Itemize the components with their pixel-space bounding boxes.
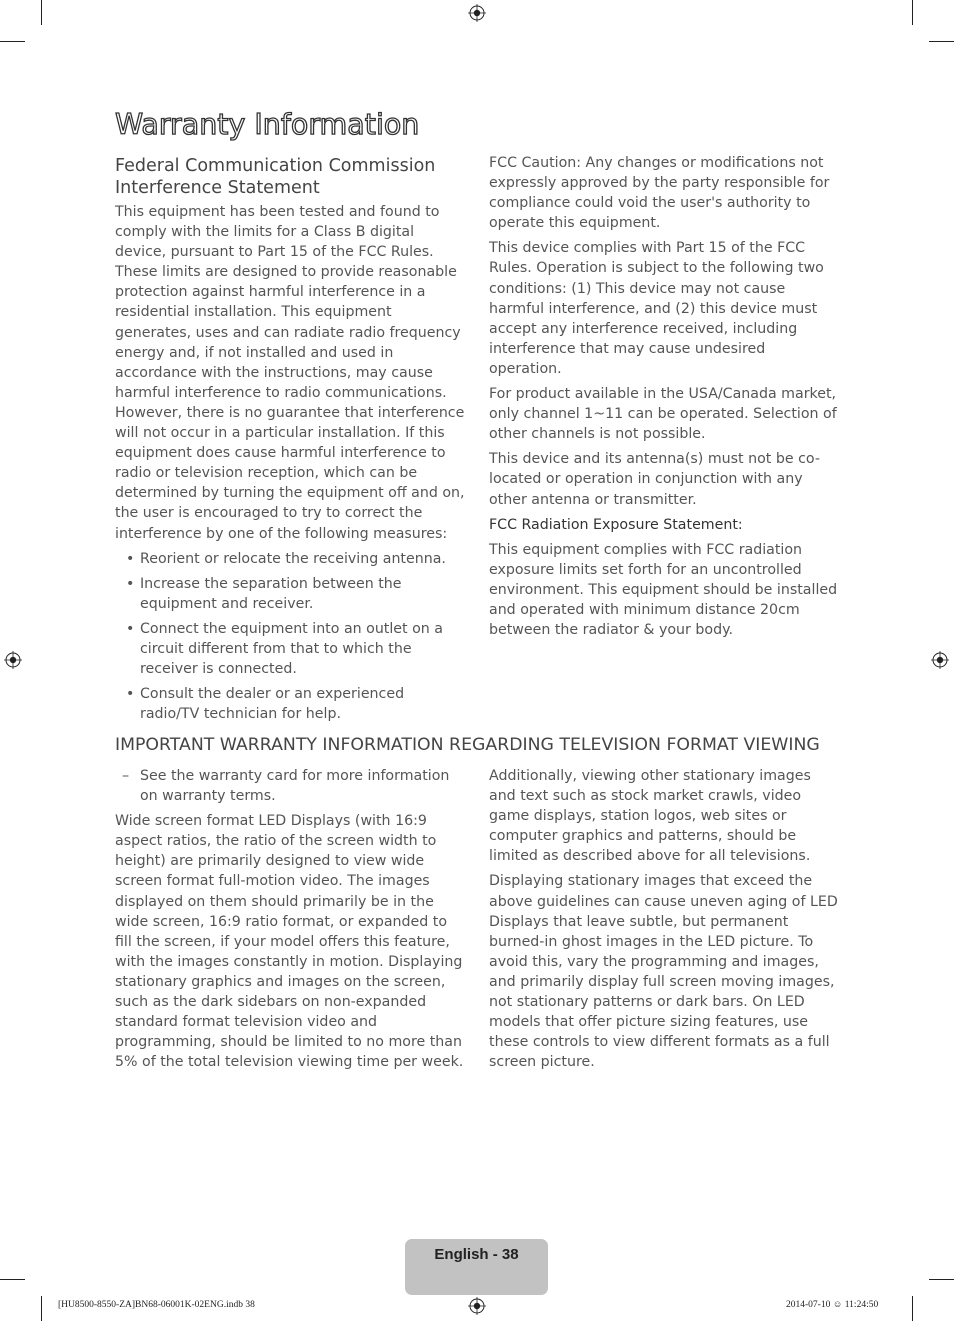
warranty-note: – See the warranty card for more information on warranty terms. [115, 766, 465, 806]
crop-mark [0, 1279, 25, 1280]
registration-mark-icon [931, 651, 949, 669]
fcc-heading [115, 155, 465, 199]
page-number-tab [405, 1239, 548, 1295]
list-item: • Increase the separation between the equipment and receiver. [115, 574, 465, 614]
crop-mark [929, 1279, 954, 1280]
warranty-right-column [489, 766, 839, 1077]
fcc-part15: This device complies with Part 15 of the FCC Rules. Operation is subject to the following two conditions: (1) This device may not cause harmful interference, and (2) this device must accept any interference received, including interference that may cause undesired operation. [489, 240, 824, 377]
fcc-intro: This equipment has been tested and found to comply with the limits for a Class B digital device, pursuant to Part 15 of the FCC Rules. These limits are designed to provide reasonable protection against harmful interference in a residential installation. This equipment generates, uses and can radiate radio frequency energy and, if not installed and used in accordance with the instructions, may cause harmful interference to radio communications. However, there is no guarantee that interference will not occur in a particular installation. If this equipment does cause harmful interference to radio or television reception, which can be determined by turning the equipment off and on, the user is encouraged to try to correct the interference by one of the following measures: [115, 204, 465, 542]
list-item: • Consult the dealer or an experienced radio/TV technician for help. [115, 684, 465, 724]
page-title: Warranty Information [115, 108, 420, 141]
page-number: English - 38 [434, 1246, 519, 1263]
fcc-heading-line1: Federal Communication Commission [115, 156, 436, 176]
fcc-heading-line2: Interference Statement [115, 178, 320, 198]
crop-mark [929, 41, 954, 42]
list-item: • Connect the equipment into an outlet on a circuit different from that to which the receiver is connected. [115, 619, 465, 679]
warranty-para3: Displaying stationary images that exceed the above guidelines can cause uneven aging of LED Displays that leave subtle, but permanent burned-in ghost images in the LED picture. To avoid this, vary the programming and images, and primarily display full screen moving images, not stationary patterns or dark bars. On LED models that offer picture sizing features, use these controls to view different formats as a full screen picture. [489, 873, 838, 1071]
warranty-note-list [115, 766, 465, 806]
warranty-heading: IMPORTANT WARRANTY INFORMATION REGARDING TELEVISION FORMAT VIEWING [115, 735, 820, 755]
crop-mark [41, 0, 42, 25]
crop-mark [41, 1296, 42, 1321]
radiation-heading: FCC Radiation Exposure Statement: [489, 516, 743, 533]
print-timestamp: 2014-07-10 ☺ 11:24:50 [786, 1300, 879, 1310]
warranty-left-column [115, 766, 465, 1077]
registration-mark-icon [4, 651, 22, 669]
print-file-info: [HU8500-8550-ZA]BN68-06001K-02ENG.indb 38 [58, 1300, 255, 1310]
fcc-channels: For product available in the USA/Canada market, only channel 1~11 can be operated. Selection of other channels is not possible. [489, 386, 837, 443]
fcc-antenna: This device and its antenna(s) must not be co-located or operation in conjunction with any other antenna or transmitter. [489, 451, 820, 508]
list-item: • Reorient or relocate the receiving antenna. [115, 549, 465, 569]
fcc-left-column [115, 155, 465, 729]
registration-mark-icon [468, 4, 486, 22]
warranty-para2: Additionally, viewing other stationary images and text such as stock market crawls, video game displays, station logos, web sites or computer graphics and patterns, should be limited as described above for all televisions. [489, 768, 811, 865]
fcc-right-column [489, 153, 839, 645]
crop-mark [912, 1296, 913, 1321]
radiation-text: This equipment complies with FCC radiation exposure limits set forth for an uncontrolled environment. This equipment should be installed and operated with minimum distance 20cm between the radiator & your body. [489, 541, 838, 638]
registration-mark-icon [468, 1297, 486, 1315]
fcc-caution: FCC Caution: Any changes or modifications not expressly approved by the party responsible for compliance could void the user's authority to operate this equipment. [489, 155, 830, 232]
warranty-para1: Wide screen format LED Displays (with 16:9 aspect ratios, the ratio of the screen width to height) are primarily designed to view wide screen format full-motion video. The images displayed on them should primarily be in the wide screen, 16:9 ratio format, or expanded to fill the screen, if your model offers this feature, with the images constantly in motion. Displaying stationary graphics and images on the screen, such as the dark sidebars on non-expanded standard format television video and programming, should be limited to no more than 5% of the total television viewing time per week. [115, 813, 464, 1071]
crop-mark [912, 0, 913, 25]
crop-mark [0, 41, 25, 42]
fcc-measures-list [115, 549, 465, 725]
